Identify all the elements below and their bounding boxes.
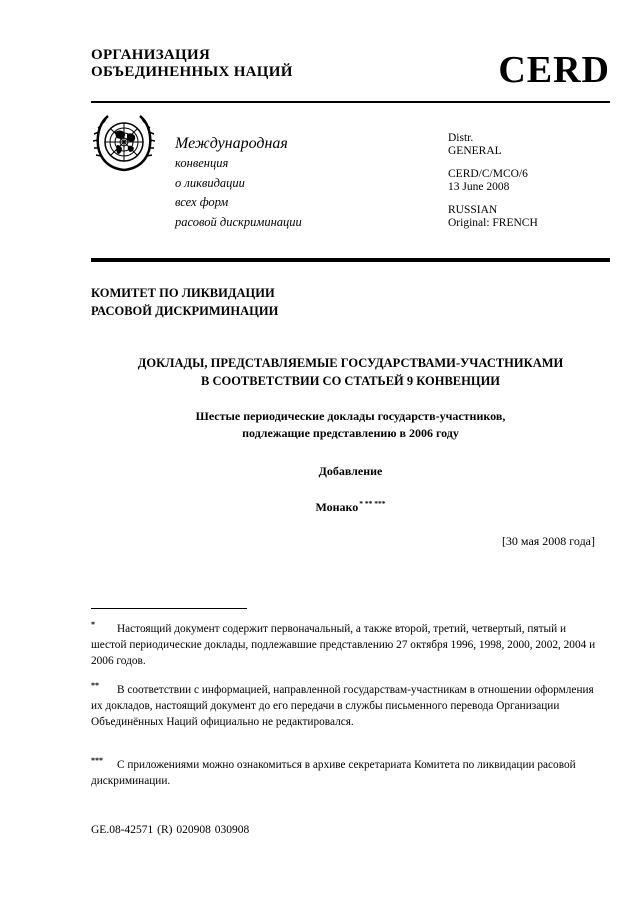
addendum-heading: Добавление <box>318 464 383 478</box>
document-subtitle <box>91 408 610 442</box>
committee-line-2: РАСОВОЙ ДИСКРИМИНАЦИИ <box>91 304 279 318</box>
footnote-2 <box>91 678 600 730</box>
convention-title <box>175 134 302 232</box>
subtitle-line-2: подлежащие представлению в 2006 году <box>242 426 459 440</box>
country-name: Монако <box>315 500 359 514</box>
footnote-mark: ** <box>91 681 99 690</box>
title-line-1: ДОКЛАДЫ, ПРЕДСТАВЛЯЕМЫЕ ГОСУДАРСТВАМИ-УЧАСТНИКАМИ <box>137 356 564 370</box>
header-divider <box>91 101 610 103</box>
country-heading <box>91 496 610 515</box>
document-date: 13 June 2008 <box>448 181 510 193</box>
header-bottom-divider <box>91 258 610 262</box>
convention-line-4: всех форм <box>175 195 229 209</box>
document-series-symbol: CERD <box>498 49 610 91</box>
original-language: Original: FRENCH <box>448 217 538 229</box>
convention-line-2: конвенция <box>175 156 229 170</box>
title-line-2: В СООТВЕТСТВИИ СО СТАТЬЕЙ 9 КОНВЕНЦИИ <box>200 374 501 388</box>
footnote-3 <box>91 753 600 789</box>
committee-name <box>91 284 278 320</box>
org-line-2: ОБЪЕДИНЕННЫХ НАЦИЙ <box>91 64 293 80</box>
footnote-mark: *** <box>91 756 103 765</box>
footnote-markers: * ** *** <box>359 499 386 508</box>
footnote-mark: * <box>91 620 95 629</box>
document-title <box>91 354 610 390</box>
document-code: GE.08-42571 (R) 020908 030908 <box>91 824 250 836</box>
subtitle-line-1: Шестые периодические доклады государств-участников, <box>195 409 506 423</box>
document-info <box>448 132 538 230</box>
convention-line-3: о ликвидации <box>175 175 245 190</box>
convention-line-1: Международная <box>175 135 288 152</box>
report-date: [30 мая 2008 года] <box>501 534 595 548</box>
footnote-1 <box>91 617 600 669</box>
footnote-text: С приложениями можно ознакомиться в архиве секретариата Комитета по ликвидации расовой дискриминации. <box>91 758 576 787</box>
document-language: RUSSIAN <box>448 204 498 216</box>
footnote-text: В соответствии с информацией, направленной государствам-участникам в отношении оформления их докладов, настоящий документ до его передачи в службы письменного перевода Организации Объединённых Наций официально не редактировался. <box>91 683 594 728</box>
org-line-1: ОРГАНИЗАЦИЯ <box>91 47 211 63</box>
organization-name <box>91 47 293 81</box>
distr-value: GENERAL <box>448 145 502 157</box>
un-emblem-icon <box>93 112 155 174</box>
convention-line-5: расовой дискриминации <box>175 214 302 229</box>
committee-line-1: КОМИТЕТ ПО ЛИКВИДАЦИИ <box>91 286 275 300</box>
distr-label: Distr. <box>448 132 474 144</box>
footnote-separator <box>91 608 247 609</box>
footnote-text: Настоящий документ содержит первоначальный, а также второй, третий, четвертый, пятый и шестой периодические доклады, подлежавшие представлению 27 октября 1996, 1998, 2000, 2002, 2004 и 2006 годов. <box>91 622 596 667</box>
document-symbol: CERD/C/MCO/6 <box>448 168 528 180</box>
